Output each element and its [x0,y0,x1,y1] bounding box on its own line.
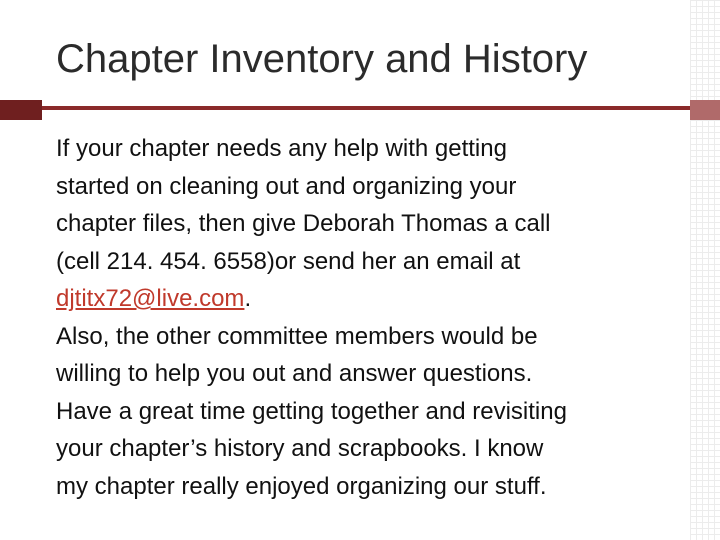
paragraph-line: Have a great time getting together and revisiting [56,397,567,425]
paragraph-help [56,130,686,318]
divider-rule [42,106,720,110]
divider-cap [690,100,720,120]
paragraph-line: chapter files, then give Deborah Thomas a call [56,210,551,237]
email-trailing-punct: . [244,285,252,312]
slide-title: Chapter Inventory and History [56,37,588,81]
email-line [56,280,686,318]
divider-block [0,100,42,120]
slide-body [56,130,686,505]
paragraph-line: (cell 214. 454. 6558)or send her an email at [56,247,521,275]
paragraph-line: If your chapter needs any help with getting [56,135,507,162]
email-link[interactable]: djtitx72@live.com [56,285,245,312]
paragraph-line: started on cleaning out and organizing your [56,172,517,200]
title-divider [0,100,720,120]
paragraph-line: your chapter’s history and scrapbooks. I know [56,435,544,462]
paragraph-committee [56,318,686,393]
paragraph-closing [56,393,686,506]
paragraph-line: Also, the other committee members would be [56,322,538,350]
paragraph-line: willing to help you out and answer questions. [56,360,533,387]
grid-decoration [690,0,720,540]
paragraph-line: my chapter really enjoyed organizing our stuff. [56,472,547,500]
